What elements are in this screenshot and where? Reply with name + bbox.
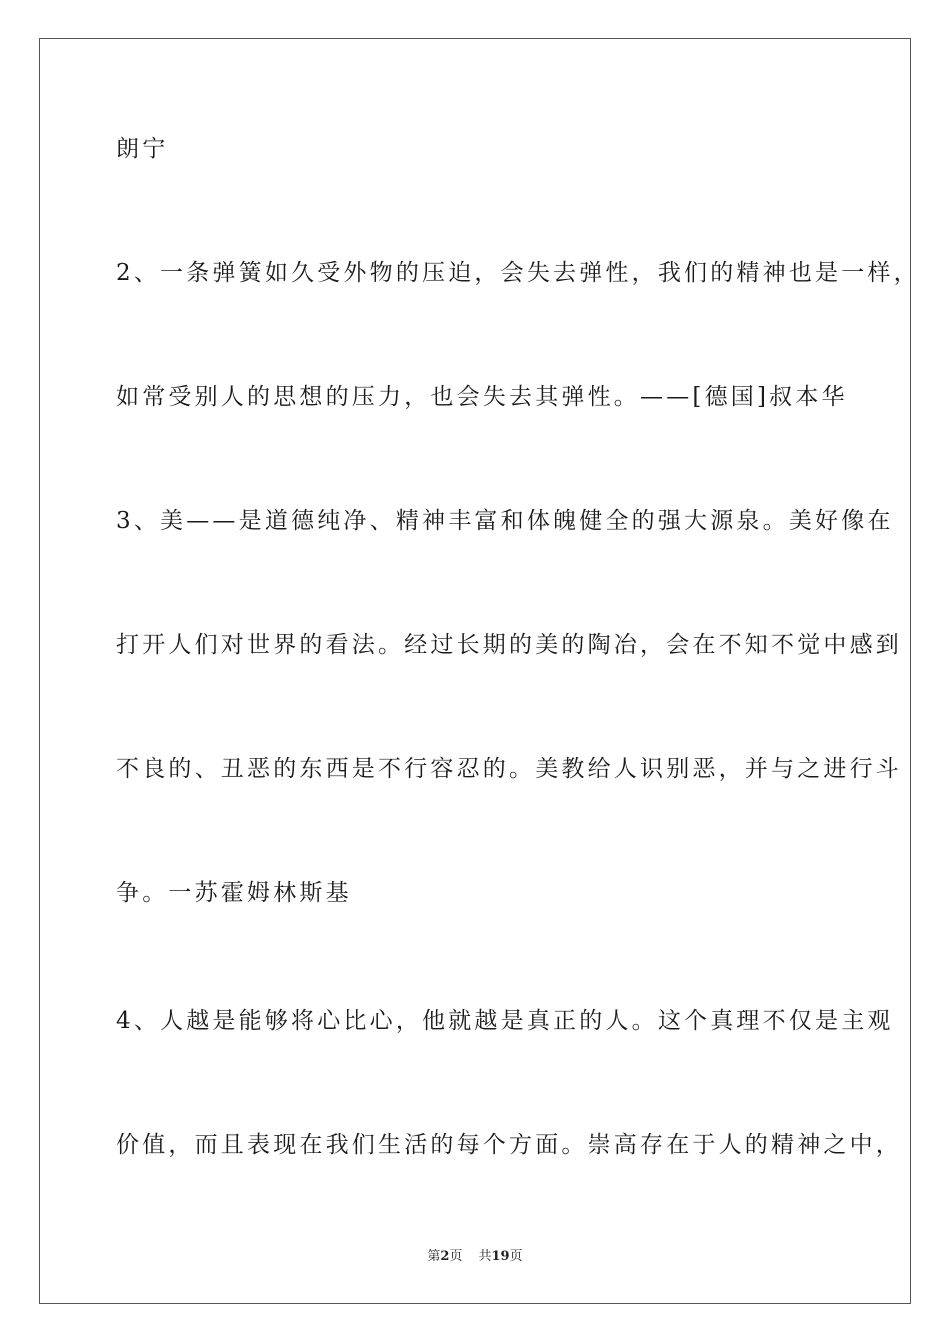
page-prefix: 第	[427, 1249, 441, 1264]
text-line-5: 打开人们对世界的看法。经过长期的美的陶冶，会在不知不觉中感到	[116, 632, 902, 658]
text-line-7: 争。一苏霍姆林斯基	[116, 880, 352, 906]
page-border	[39, 38, 911, 1304]
text-line-3: 如常受别人的思想的压力，也会失去其弹性。——[德国]叔本华	[116, 384, 848, 410]
text-line-8: 4、人越是能够将心比心，他就越是真正的人。这个真理不仅是主观	[116, 1008, 894, 1034]
page-suffix: 页	[449, 1249, 463, 1264]
text-line-4: 3、美——是道德纯净、精神丰富和体魄健全的强大源泉。美好像在	[116, 508, 894, 534]
text-line-6: 不良的、丑恶的东西是不行容忍的。美教给人识别恶，并与之进行斗	[116, 756, 902, 782]
text-line-2: 2、一条弹簧如久受外物的压迫，会失去弹性，我们的精神也是一样，	[116, 260, 920, 286]
total-prefix: 共	[478, 1249, 492, 1264]
total-pages: 19	[491, 1249, 510, 1264]
page-number: 2	[440, 1249, 450, 1264]
total-suffix: 页	[509, 1249, 523, 1264]
page-footer	[0, 1248, 950, 1266]
text-line-9: 价值，而且表现在我们生活的每个方面。崇高存在于人的精神之中，	[116, 1132, 902, 1158]
text-line-1: 朗宁	[116, 136, 169, 162]
